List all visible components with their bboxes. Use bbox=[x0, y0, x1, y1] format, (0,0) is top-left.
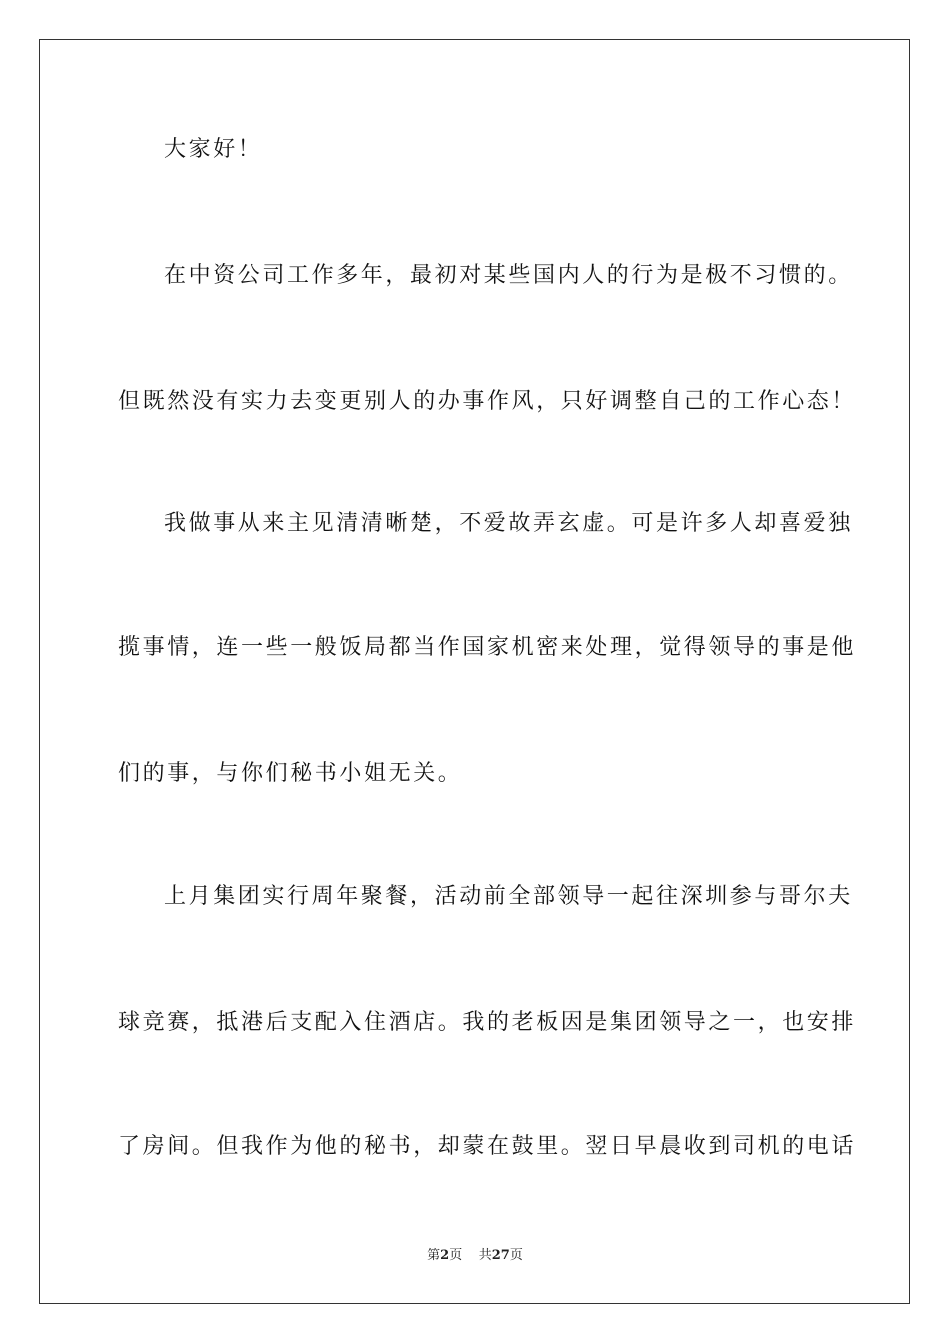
page-footer bbox=[0, 1247, 950, 1265]
paragraph-3-line-1: 上月集团实行周年聚餐，活动前全部领导一起往深圳参与哥尔夫 bbox=[164, 884, 853, 909]
footer-current-page: 2 bbox=[440, 1248, 450, 1263]
footer-page-unit: 页 bbox=[449, 1248, 463, 1263]
paragraph-2-line-3: 们的事，与你们秘书小姐无关。 bbox=[118, 761, 463, 786]
paragraph-3-line-3: 了房间。但我作为他的秘书，却蒙在鼓里。翌日早晨收到司机的电话 bbox=[118, 1134, 857, 1159]
footer-prefix: 第 bbox=[427, 1248, 441, 1263]
footer-total-pages: 27 bbox=[491, 1248, 510, 1263]
paragraph-2-line-2: 揽事情，连一些一般饭局都当作国家机密来处理，觉得领导的事是他 bbox=[118, 635, 857, 660]
paragraph-3-line-2: 球竞赛，抵港后支配入住酒店。我的老板因是集团领导之一，也安排 bbox=[118, 1010, 857, 1035]
page-frame bbox=[39, 39, 910, 1304]
paragraph-1-line-2: 但既然没有实力去变更别人的办事作风，只好调整自己的工作心态！ bbox=[118, 389, 857, 414]
paragraph-2-line-1: 我做事从来主见清清晰楚，不爱故弄玄虚。可是许多人却喜爱独 bbox=[164, 511, 853, 536]
footer-total-unit: 页 bbox=[509, 1248, 523, 1263]
footer-total-prefix: 共 bbox=[478, 1248, 492, 1263]
paragraph-greeting: 大家好！ bbox=[164, 137, 263, 162]
paragraph-1-line-1: 在中资公司工作多年，最初对某些国内人的行为是极不习惯的。 bbox=[164, 263, 853, 288]
